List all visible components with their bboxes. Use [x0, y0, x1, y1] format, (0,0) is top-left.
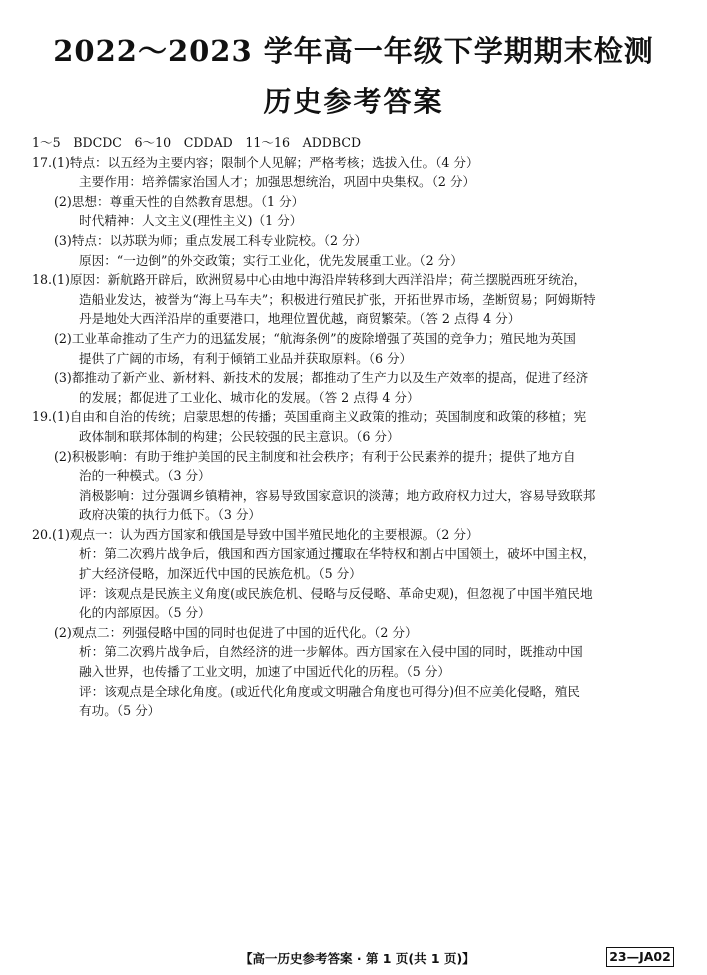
answer-line-20-1-analysis: 析：第二次鸦片战争后，俄国和西方国家通过攫取在华特权和割占中国领土，破坏中国主权，: [79, 546, 596, 562]
answer-line-20-2-analysis-cont: 融入世界，也传播了工业文明，加速了中国近代化的历程。（5 分）: [79, 664, 450, 680]
answer-line-18-3: (3)都推动了新产业、新材料、新技术的发展；都推动了生产力以及生产效率的提高，促进了经济: [54, 370, 589, 386]
answer-line-18-1-cont-b: 丹是地处大西洋沿岸的重要港口，地理位置优越，商贸繁荣。（答 2 点得 4 分）: [79, 311, 521, 327]
document-subtitle: 历史参考答案: [263, 85, 444, 118]
answer-line-20-1-comment: 评：该观点是民族主义角度(或民族危机、侵略与反侵略、革命史观)，但忽视了中国半殖民地: [79, 585, 593, 601]
answer-line-19-1: 19.(1)自由和自治的传统；启蒙思想的传播；英国重商主义政策的推动；英国制度和政策的移植；宪: [32, 409, 587, 425]
answer-line-17-1: 17.(1)特点：以五经为主要内容；限制个人见解；严格考核；选拔入仕。（4 分）: [32, 154, 479, 170]
answer-line-19-2: (2)积极影响：有助于维护美国的民主制度和社会秩序；有利于公民素养的提升；提供了地方自: [54, 448, 576, 464]
answer-line-20-2-comment-cont: 有功。（5 分）: [79, 703, 161, 719]
answer-line-20-2-comment: 评：该观点是全球化角度。(或近代化角度或文明融合角度也可得分)但不应美化侵略，殖民: [79, 683, 580, 699]
answer-line-19-2-negative-cont: 政府决策的执行力低下。（3 分）: [79, 507, 262, 523]
answer-line-18-2: (2)工业革命推动了生产力的迅猛发展；“航海条例”的废除增强了英国的竞争力；殖民地为英国: [54, 330, 576, 346]
answer-line-20-2: (2)观点二：列强侵略中国的同时也促进了中国的近代化。（2 分）: [54, 624, 418, 640]
page-footer: [0, 947, 707, 969]
document-title: 2022～2023 学年高一年级下学期期末检测: [53, 34, 654, 68]
answer-line-19-1-cont: 政体制和联邦体制的构建；公民较强的民主意识。（6 分）: [79, 428, 400, 444]
answer-line-19-2-negative: 消极影响：过分强调乡镇精神，容易导致国家意识的淡薄；地方政府权力过大，容易导致联邦: [79, 487, 596, 503]
answer-line-20-1-comment-cont: 化的内部原因。（5 分）: [79, 605, 211, 621]
answer-line-17-2-spirit: 时代精神：人文主义(理性主义)（1 分）: [79, 213, 303, 229]
answer-line-17-3-reason: 原因：“一边倒”的外交政策；实行工业化，优先发展重工业。（2 分）: [79, 252, 463, 268]
answer-line-18-3-cont: 的发展；都促进了工业化、城市化的发展。（答 2 点得 4 分）: [79, 389, 420, 405]
answer-line-17-3: (3)特点：以苏联为师；重点发展工科专业院校。（2 分）: [54, 232, 368, 248]
answer-line-20-1-analysis-cont: 扩大经济侵略，加深近代中国的民族危机。（5 分）: [79, 566, 362, 582]
answer-line-choice-key: 1～5 BDCDC 6～10 CDDAD 11～16 ADDBCD: [32, 135, 362, 150]
answer-line-18-1-cont-a: 造船业发达，被誉为“海上马车夫”；积极进行殖民扩张，开拓世界市场，垄断贸易；阿姆斯特: [79, 291, 596, 307]
answer-line-18-1: 18.(1)原因：新航路开辟后，欧洲贸易中心由地中海沿岸转移到大西洋沿岸；荷兰摆脱西班牙统治，: [32, 272, 587, 288]
answer-line-17-2: (2)思想：尊重天性的自然教育思想。（1 分）: [54, 193, 305, 209]
answer-line-19-2-cont: 治的一种模式。（3 分）: [79, 468, 211, 484]
footer-page-info: 【高一历史参考答案 · 第 1 页(共 1 页)】: [240, 951, 475, 966]
footer-code-box: 23—JA02: [606, 947, 674, 967]
answer-line-17-1-role: 主要作用：培养儒家治国人才；加强思想统治，巩固中央集权。（2 分）: [79, 174, 476, 190]
answer-line-20-1: 20.(1)观点一：认为西方国家和俄国是导致中国半殖民地化的主要根源。（2 分）: [32, 526, 479, 542]
answer-line-20-2-analysis: 析：第二次鸦片战争后，自然经济的进一步解体。西方国家在入侵中国的同时，既推动中国: [79, 644, 583, 660]
answer-content: [32, 133, 680, 721]
answer-line-18-2-cont: 提供了广阔的市场，有利于倾销工业品并获取原料。（6 分）: [79, 350, 413, 366]
